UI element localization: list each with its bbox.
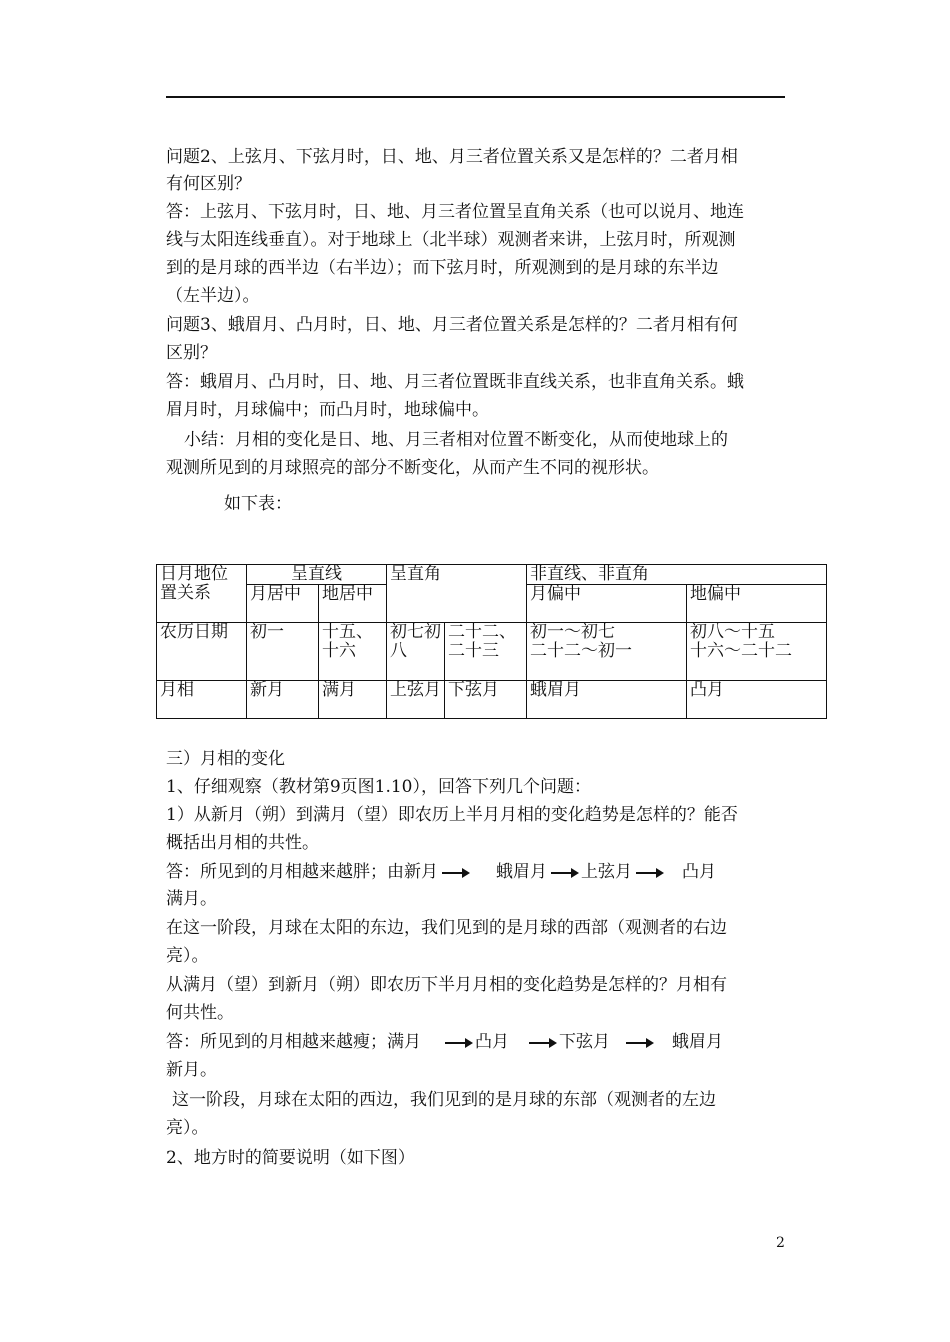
phase-cell: 满月: [319, 681, 387, 719]
lunar-date-cell: 十五、十六: [319, 623, 387, 681]
lunar-date-cell: 初一: [247, 623, 319, 681]
chain-item: 蛾眉月: [672, 1032, 723, 1052]
answer-2-note: 这一阶段，月球在太阳的西边，我们见到的是月球的东部（观测者的左边: [172, 1090, 716, 1110]
chain-item: 下弦月: [559, 1032, 610, 1052]
sub-moon-center: 月居中: [247, 585, 319, 623]
lunar-date-cell: 初七初八: [387, 623, 445, 681]
phase-cell: 蛾眉月: [527, 681, 687, 719]
answer-2-end: 新月。: [166, 1060, 217, 1080]
question-2-answer-cont: 到的是月球的西半边（右半边）；而下弦月时，所观测到的是月球的东半边: [166, 258, 719, 278]
arrow-icon: [636, 872, 662, 874]
section-3-answer-1: [166, 860, 786, 885]
question-3-answer: 答：蛾眉月、凸月时，日、地、月三者位置既非直线关系，也非直角关系。蛾: [166, 372, 744, 392]
arrow-icon: [529, 1042, 555, 1044]
question-2-answer: 答：上弦月、下弦月时，日、地、月三者位置呈直角关系（也可以说月、地连: [166, 202, 744, 222]
question-2-answer-cont: 线与太阳连线垂直）。对于地球上（北半球）观测者来讲，上弦月时，所观测: [166, 230, 736, 250]
header-relation: 日月地位置关系: [157, 565, 247, 623]
lunar-date-cell: 初一～初七 二十二～初一: [527, 623, 687, 681]
answer-1-end: 满月。: [166, 889, 217, 909]
phase-cell: 凸月: [687, 681, 827, 719]
answer-1-note-cont: 亮）。: [166, 946, 209, 966]
row-phase-label: 月相: [157, 681, 247, 719]
question-2-title-cont: 有何区别？: [166, 174, 251, 194]
answer-1-prefix: 答：所见到的月相越来越胖；由新月: [166, 862, 438, 882]
section-3-title: 三）月相的变化: [166, 749, 285, 769]
lunar-date-cell: 初八～十五 十六～二十二: [687, 623, 827, 681]
question-3-answer-cont: 眉月时，月球偏中；而凸月时，地球偏中。: [166, 400, 489, 420]
question-3-title-cont: 区别？: [166, 343, 217, 363]
summary: 小结：月相的变化是日、地、月三者相对位置不断变化，从而使地球上的: [184, 430, 728, 450]
section-3-question-2-cont: 何共性。: [166, 1003, 234, 1023]
chain-item: 上弦月: [581, 862, 632, 882]
section-3-question-1-1-cont: 概括出月相的共性。: [166, 833, 319, 853]
section-3-question-3: 2、地方时的简要说明（如下图）: [166, 1148, 415, 1168]
arrow-icon: [442, 872, 468, 874]
phase-cell: 新月: [247, 681, 319, 719]
phase-cell: 下弦月: [445, 681, 527, 719]
header-non-line: 非直线、非直角: [527, 565, 827, 585]
page-number: 2: [776, 1235, 785, 1251]
chain-item: 蛾眉月: [496, 862, 547, 882]
section-3-question-2: 从满月（望）到新月（朔）即农历下半月月相的变化趋势是怎样的？月相有: [166, 975, 727, 995]
arrow-icon: [551, 872, 577, 874]
row-lunar-date-label: 农历日期: [157, 623, 247, 681]
sub-earth-center: 地居中: [319, 585, 387, 623]
section-3-question-1: 1、仔细观察（教材第9页图1.10），回答下列几个问题：: [166, 777, 591, 797]
section-3-question-1-1: 1）从新月（朔）到满月（望）即农历上半月月相的变化趋势是怎样的？能否: [166, 805, 738, 825]
question-2-answer-cont: （左半边）。: [166, 286, 260, 306]
header-rule: [166, 96, 785, 98]
chain-item: 凸月: [682, 862, 716, 882]
sub-earth-offset: 地偏中: [687, 585, 827, 623]
answer-1-note: 在这一阶段，月球在太阳的东边，我们见到的是月球的西部（观测者的右边: [166, 918, 727, 938]
question-3-title: 问题3、蛾眉月、凸月时，日、地、月三者位置关系是怎样的？二者月相有何: [166, 315, 738, 335]
moon-phase-table: [156, 564, 827, 719]
summary-cont: 观测所见到的月球照亮的部分不断变化，从而产生不同的视形状。: [166, 458, 659, 478]
question-2-title: 问题2、上弦月、下弦月时，日、地、月三者位置关系又是怎样的？二者月相: [166, 147, 738, 167]
lunar-date-cell: 二十二、二十三: [445, 623, 527, 681]
header-straight-line: 呈直线: [247, 565, 387, 585]
section-3-answer-2: [166, 1030, 786, 1055]
arrow-icon: [626, 1042, 652, 1044]
sub-moon-offset: 月偏中: [527, 585, 687, 623]
answer-2-prefix: 答：所见到的月相越来越瘦；满月: [166, 1032, 421, 1052]
header-right-angle: 呈直角: [387, 565, 527, 623]
answer-2-note-cont: 亮）。: [166, 1118, 209, 1138]
arrow-icon: [445, 1042, 471, 1044]
phase-cell: 上弦月: [387, 681, 445, 719]
chain-item: 凸月: [475, 1032, 509, 1052]
table-intro: 如下表：: [224, 494, 292, 514]
